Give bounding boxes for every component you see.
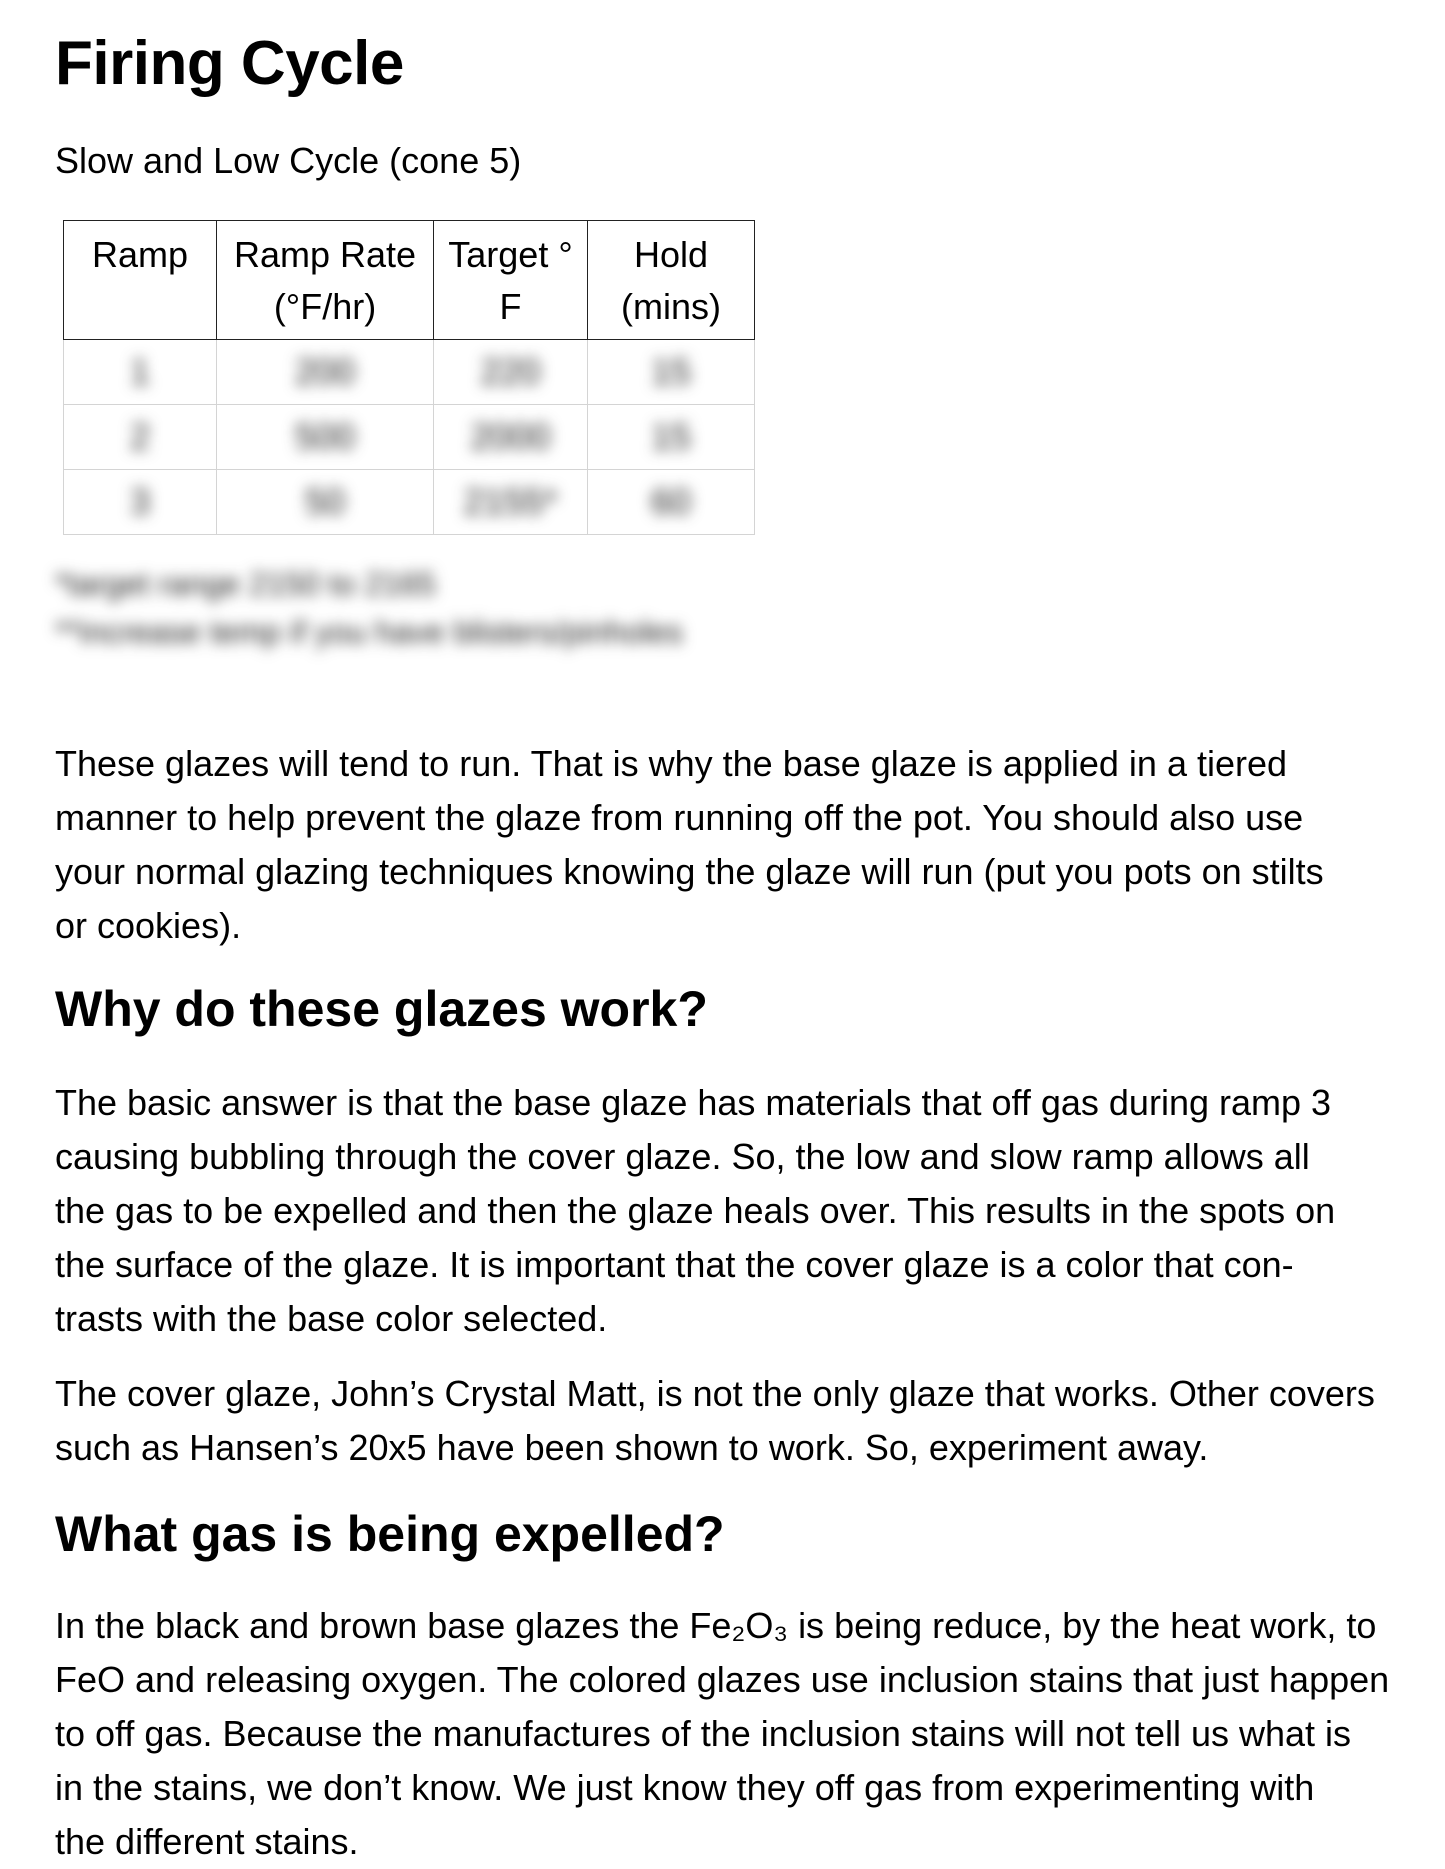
table-footnotes <box>55 560 955 656</box>
text-line: such as Hansen’s 20x5 have been shown to work. So, experiment away. <box>55 1427 1209 1468</box>
text-line: trasts with the base color selected. <box>55 1298 608 1339</box>
text-line: causing bubbling through the cover glaze. So, the low and slow ramp allows all <box>55 1136 1310 1177</box>
table-cell: 15 <box>588 405 755 470</box>
text-line: your normal glazing techniques knowing the glaze will run (put you pots on stilts <box>55 851 1324 892</box>
text-line: the surface of the glaze. It is important that the cover glaze is a color that con- <box>55 1244 1294 1285</box>
table-cell: 200 <box>217 340 434 405</box>
text-line: The cover glaze, John’s Crystal Matt, is not the only glaze that works. Other covers <box>55 1373 1375 1414</box>
table-cell: 2 <box>64 405 217 470</box>
text-line: These glazes will tend to run. That is why the base glaze is applied in a tiered <box>55 743 1288 784</box>
text-line: the gas to be expelled and then the glaze heals over. This results in the spots on <box>55 1190 1336 1231</box>
footnote: *target range 2150 to 2165 <box>55 566 436 602</box>
text-line: or cookies). <box>55 905 242 946</box>
table-cell: 2155* <box>434 470 588 535</box>
table-cell: 2000 <box>434 405 588 470</box>
section-heading-why: Why do these glazes work? <box>55 981 708 1037</box>
section-heading-gas: What gas is being expelled? <box>55 1506 725 1562</box>
why-paragraph-1 <box>55 1076 1395 1346</box>
text-line: manner to help prevent the glaze from running off the pot. You should also use <box>55 797 1304 838</box>
footnote: **increase temp if you have blisters/pinholes <box>55 614 683 650</box>
table-row <box>64 340 755 405</box>
text-line: the different stains. <box>55 1821 359 1862</box>
why-paragraph-2 <box>55 1367 1395 1475</box>
firing-table-wrapper <box>63 220 755 535</box>
page-title: Firing Cycle <box>55 29 404 98</box>
text-line: In the black and brown base glazes the Fe₂O₃ is being reduce, by the heat work, to <box>55 1605 1377 1646</box>
table-cell: 500 <box>217 405 434 470</box>
header-hold: Hold (mins) <box>588 221 755 340</box>
table-cell: 220 <box>434 340 588 405</box>
table-cell: 3 <box>64 470 217 535</box>
table-header-row <box>64 221 755 340</box>
table-cell: 50 <box>217 470 434 535</box>
text-line: to off gas. Because the manufactures of the inclusion stains will not tell us what is <box>55 1713 1352 1754</box>
page-subtitle: Slow and Low Cycle (cone 5) <box>55 140 522 181</box>
gas-paragraph <box>55 1599 1395 1869</box>
intro-paragraph <box>55 737 1395 953</box>
firing-cycle-table <box>63 220 755 535</box>
table-row <box>64 470 755 535</box>
text-line: The basic answer is that the base glaze has materials that off gas during ramp 3 <box>55 1082 1332 1123</box>
text-line: FeO and releasing oxygen. The colored glazes use inclusion stains that just happen <box>55 1659 1390 1700</box>
table-cell: 15 <box>588 340 755 405</box>
table-cell: 1 <box>64 340 217 405</box>
header-ramp-rate: Ramp Rate (°F/hr) <box>217 221 434 340</box>
table-cell: 60 <box>588 470 755 535</box>
header-target: Target ° F <box>434 221 588 340</box>
table-row <box>64 405 755 470</box>
header-ramp: Ramp <box>64 221 217 340</box>
text-line: in the stains, we don’t know. We just know they off gas from experimenting with <box>55 1767 1315 1808</box>
